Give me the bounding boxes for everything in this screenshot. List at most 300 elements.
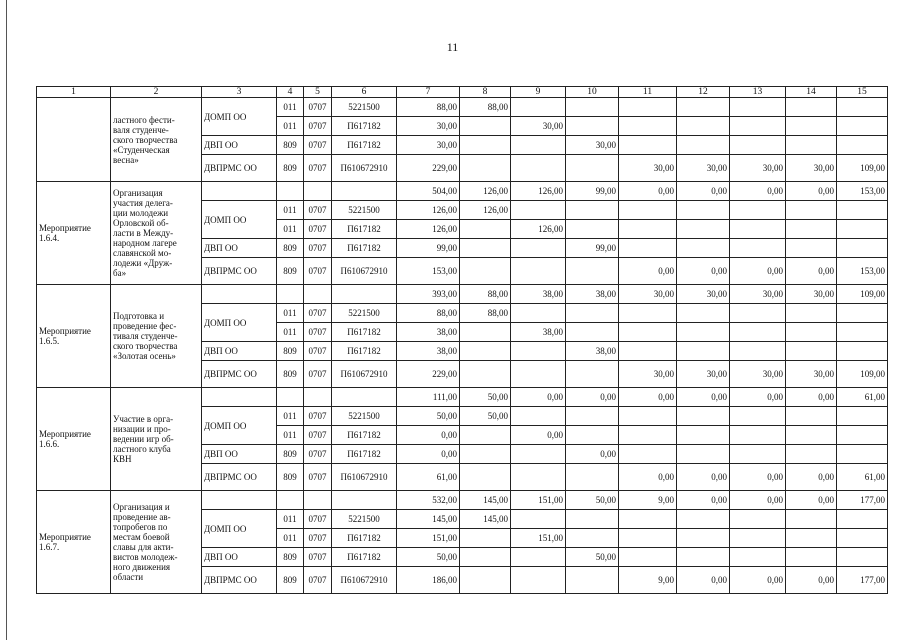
target-article-code: П610672910 [332,258,397,285]
amount-cell [786,220,837,239]
amount-cell [837,407,888,426]
grbs-code: 011 [277,220,304,239]
executor-code: ДВПРМС ОО [202,567,277,594]
total-value-cell: 151,00 [511,491,566,510]
amount-cell: 151,00 [511,529,566,548]
total-value-cell: 111,00 [397,388,460,407]
target-article-code: П617182 [332,239,397,258]
amount-cell [511,304,566,323]
executor-code: ДОМП ОО [202,407,277,445]
target-article-code: П610672910 [332,155,397,182]
empty-cell [304,285,332,304]
amount-cell [511,201,566,220]
total-value-cell: 88,00 [460,285,511,304]
amount-cell [619,407,677,426]
amount-cell [786,407,837,426]
amount-cell [460,464,511,491]
amount-cell: 30,00 [730,361,786,388]
amount-cell [566,323,619,342]
total-value-cell: 532,00 [397,491,460,510]
grbs-code: 011 [277,117,304,136]
total-value-cell: 504,00 [397,182,460,201]
amount-cell [511,258,566,285]
amount-cell [460,155,511,182]
column-number-cell: 8 [460,87,511,98]
grbs-code: 809 [277,567,304,594]
executor-code: ДВП ОО [202,342,277,361]
amount-cell: 126,00 [397,201,460,220]
target-article-code: П617182 [332,529,397,548]
total-value-cell: 393,00 [397,285,460,304]
amount-cell [730,201,786,220]
amount-cell: 30,00 [566,136,619,155]
amount-cell [837,342,888,361]
amount-cell [786,323,837,342]
total-value-cell: 0,00 [619,388,677,407]
amount-cell [460,323,511,342]
amount-cell [566,304,619,323]
amount-cell [566,407,619,426]
amount-cell: 126,00 [397,220,460,239]
executor-code: ДВП ОО [202,136,277,155]
executor-code: ДОМП ОО [202,304,277,342]
amount-cell: 177,00 [837,567,888,594]
column-number-cell: 10 [566,87,619,98]
total-value-cell: 50,00 [566,491,619,510]
amount-cell [619,548,677,567]
grbs-code: 809 [277,548,304,567]
amount-cell [730,529,786,548]
amount-cell [730,548,786,567]
amount-cell: 0,00 [730,258,786,285]
amount-cell [460,529,511,548]
amount-cell: 30,00 [677,155,730,182]
amount-cell: 0,00 [397,445,460,464]
amount-cell [566,361,619,388]
amount-cell [511,510,566,529]
amount-cell [730,239,786,258]
amount-cell [511,239,566,258]
amount-cell [460,136,511,155]
measure-name: Организация и проведение ав- топробегов по местам боевой славы для акти- вистов молодеж- ного движения области [111,491,202,594]
amount-cell: 30,00 [511,117,566,136]
section-code: 0707 [304,407,332,426]
section-code: 0707 [304,117,332,136]
amount-cell [619,117,677,136]
section-code: 0707 [304,155,332,182]
measure-label: Мероприятие 1.6.7. [37,491,111,594]
amount-cell [619,239,677,258]
amount-cell [837,529,888,548]
column-number-cell: 15 [837,87,888,98]
amount-cell: 0,00 [677,258,730,285]
amount-cell [677,220,730,239]
total-value-cell: 0,00 [677,182,730,201]
executor-code: ДВПРМС ОО [202,155,277,182]
empty-cell [277,491,304,510]
table-body [37,87,888,594]
empty-cell [304,491,332,510]
amount-cell: 61,00 [837,464,888,491]
amount-cell [511,567,566,594]
page-number: 11 [446,40,459,54]
amount-cell: 109,00 [837,361,888,388]
amount-cell [730,426,786,445]
amount-cell [619,136,677,155]
empty-cell [332,491,397,510]
amount-cell: 126,00 [511,220,566,239]
amount-cell [837,426,888,445]
empty-cell [304,388,332,407]
measure-total-row [37,285,888,304]
amount-cell [730,510,786,529]
page-left-border [6,0,7,640]
column-number-cell: 9 [511,87,566,98]
amount-cell: 30,00 [397,136,460,155]
amount-cell [837,220,888,239]
amount-cell [837,117,888,136]
amount-cell [837,323,888,342]
target-article-code: П617182 [332,342,397,361]
grbs-code: 011 [277,510,304,529]
grbs-code: 011 [277,201,304,220]
amount-cell: 0,00 [566,445,619,464]
amount-cell [619,342,677,361]
amount-cell [786,239,837,258]
total-value-cell: 0,00 [730,388,786,407]
amount-cell [460,548,511,567]
grbs-code: 809 [277,136,304,155]
amount-cell [730,98,786,117]
section-code: 0707 [304,510,332,529]
amount-cell [837,304,888,323]
empty-cell [202,491,277,510]
grbs-code: 809 [277,464,304,491]
amount-cell [511,98,566,117]
measure-label [37,98,111,182]
amount-cell [619,304,677,323]
amount-cell [511,342,566,361]
grbs-code: 011 [277,529,304,548]
amount-cell [786,201,837,220]
total-value-cell: 30,00 [619,285,677,304]
empty-cell [332,285,397,304]
section-code: 0707 [304,239,332,258]
target-article-code: П617182 [332,426,397,445]
amount-cell: 38,00 [566,342,619,361]
executor-code: ДВПРМС ОО [202,258,277,285]
measure-name: Участие в орга- низации и про- ведении игр об- ластного клуба КВН [111,388,202,491]
amount-cell [677,342,730,361]
total-value-cell: 0,00 [511,388,566,407]
executor-code: ДВП ОО [202,239,277,258]
amount-cell [837,239,888,258]
amount-cell [619,98,677,117]
amount-cell [511,136,566,155]
amount-cell: 109,00 [837,155,888,182]
amount-cell [460,445,511,464]
column-number-row [37,87,888,98]
amount-cell: 50,00 [460,407,511,426]
empty-cell [332,388,397,407]
amount-cell [730,136,786,155]
amount-cell: 30,00 [730,155,786,182]
section-code: 0707 [304,258,332,285]
column-number-cell: 4 [277,87,304,98]
amount-cell [566,117,619,136]
amount-cell [511,548,566,567]
amount-cell: 0,00 [786,464,837,491]
amount-cell: 186,00 [397,567,460,594]
amount-cell [619,323,677,342]
measure-label: Мероприятие 1.6.4. [37,182,111,285]
amount-cell [460,258,511,285]
column-number-cell: 1 [37,87,111,98]
amount-cell [511,407,566,426]
target-article-code: П617182 [332,220,397,239]
executor-code: ДВП ОО [202,445,277,464]
amount-cell: 0,00 [786,567,837,594]
amount-cell [566,98,619,117]
grbs-code: 809 [277,258,304,285]
column-number-cell: 5 [304,87,332,98]
empty-cell [202,182,277,201]
amount-cell [730,304,786,323]
section-code: 0707 [304,361,332,388]
amount-cell [786,342,837,361]
executor-code: ДОМП ОО [202,510,277,548]
column-number-cell: 3 [202,87,277,98]
amount-cell [730,342,786,361]
executor-code: ДОМП ОО [202,98,277,136]
target-article-code: 5221500 [332,407,397,426]
total-value-cell: 145,00 [460,491,511,510]
amount-cell [619,529,677,548]
amount-cell [511,464,566,491]
grbs-code: 809 [277,361,304,388]
amount-cell [566,220,619,239]
total-value-cell: 61,00 [837,388,888,407]
section-code: 0707 [304,136,332,155]
amount-cell [619,201,677,220]
measure-total-row [37,388,888,407]
target-article-code: П610672910 [332,567,397,594]
amount-cell [619,426,677,445]
amount-cell: 9,00 [619,567,677,594]
amount-cell [460,239,511,258]
amount-cell: 145,00 [397,510,460,529]
target-article-code: П610672910 [332,361,397,388]
amount-cell [677,117,730,136]
amount-cell [730,117,786,136]
amount-cell: 0,00 [730,567,786,594]
section-code: 0707 [304,529,332,548]
target-article-code: П610672910 [332,464,397,491]
measure-label: Мероприятие 1.6.6. [37,388,111,491]
amount-cell [677,201,730,220]
column-number-cell: 12 [677,87,730,98]
amount-cell [677,407,730,426]
target-article-code: 5221500 [332,98,397,117]
section-code: 0707 [304,426,332,445]
section-code: 0707 [304,220,332,239]
section-code: 0707 [304,567,332,594]
target-article-code: П617182 [332,548,397,567]
amount-cell: 0,00 [677,567,730,594]
amount-cell [511,445,566,464]
column-number-cell: 13 [730,87,786,98]
total-value-cell: 0,00 [677,491,730,510]
target-article-code: П617182 [332,136,397,155]
amount-cell: 88,00 [460,98,511,117]
section-code: 0707 [304,98,332,117]
amount-cell [677,510,730,529]
total-value-cell: 0,00 [786,388,837,407]
amount-cell [786,117,837,136]
total-value-cell: 30,00 [786,285,837,304]
empty-cell [202,285,277,304]
amount-cell: 99,00 [566,239,619,258]
amount-cell: 0,00 [730,464,786,491]
total-value-cell: 109,00 [837,285,888,304]
total-value-cell: 50,00 [460,388,511,407]
amount-cell [677,445,730,464]
executor-code: ДОМП ОО [202,201,277,239]
measure-total-row [37,491,888,510]
empty-cell [332,182,397,201]
total-value-cell: 0,00 [677,388,730,407]
amount-cell [566,155,619,182]
amount-cell [566,201,619,220]
amount-cell [677,426,730,445]
total-value-cell: 126,00 [511,182,566,201]
amount-cell [677,239,730,258]
grbs-code: 809 [277,342,304,361]
column-number-cell: 7 [397,87,460,98]
total-value-cell: 0,00 [730,182,786,201]
total-value-cell: 153,00 [837,182,888,201]
empty-cell [304,182,332,201]
amount-cell: 0,00 [511,426,566,445]
amount-cell [677,548,730,567]
amount-cell: 229,00 [397,155,460,182]
amount-cell [566,258,619,285]
amount-cell: 30,00 [677,361,730,388]
amount-cell [566,426,619,445]
amount-cell: 88,00 [397,98,460,117]
amount-cell: 30,00 [619,361,677,388]
amount-cell [837,548,888,567]
measure-total-row [37,182,888,201]
amount-cell: 99,00 [397,239,460,258]
grbs-code: 011 [277,304,304,323]
total-value-cell: 38,00 [511,285,566,304]
amount-cell: 38,00 [397,323,460,342]
amount-cell: 0,00 [619,464,677,491]
amount-cell: 0,00 [677,464,730,491]
target-article-code: 5221500 [332,201,397,220]
amount-cell [677,529,730,548]
amount-cell [566,464,619,491]
amount-cell: 30,00 [619,155,677,182]
amount-cell [837,510,888,529]
total-value-cell: 0,00 [786,182,837,201]
amount-cell [786,136,837,155]
amount-cell: 38,00 [397,342,460,361]
amount-cell [730,407,786,426]
amount-cell: 61,00 [397,464,460,491]
measure-name: Организация участия делега- ции молодежи Орловской об- ласти в Между- народном лагере славянской мо- лодежи «Друж- ба» [111,182,202,285]
amount-cell [786,426,837,445]
column-number-cell: 2 [111,87,202,98]
amount-cell: 30,00 [786,155,837,182]
section-code: 0707 [304,445,332,464]
empty-cell [202,388,277,407]
amount-cell [677,98,730,117]
amount-cell: 229,00 [397,361,460,388]
amount-cell [786,304,837,323]
column-number-cell: 14 [786,87,837,98]
funding-row [37,98,888,117]
grbs-code: 011 [277,407,304,426]
measure-name: ластного фести- валя студенче- ского творчества «Студенческая весна» [111,98,202,182]
target-article-code: П617182 [332,323,397,342]
amount-cell: 38,00 [511,323,566,342]
total-value-cell: 0,00 [619,182,677,201]
total-value-cell: 38,00 [566,285,619,304]
amount-cell [730,445,786,464]
executor-code: ДВП ОО [202,548,277,567]
executor-code: ДВПРМС ОО [202,361,277,388]
amount-cell [730,220,786,239]
amount-cell [460,342,511,361]
amount-cell [837,98,888,117]
section-code: 0707 [304,342,332,361]
target-article-code: П617182 [332,117,397,136]
amount-cell [786,445,837,464]
total-value-cell: 30,00 [730,285,786,304]
grbs-code: 809 [277,155,304,182]
amount-cell: 50,00 [397,407,460,426]
amount-cell: 30,00 [397,117,460,136]
grbs-code: 809 [277,239,304,258]
amount-cell: 88,00 [397,304,460,323]
amount-cell [837,136,888,155]
grbs-code: 011 [277,98,304,117]
amount-cell [460,117,511,136]
amount-cell [677,136,730,155]
grbs-code: 011 [277,426,304,445]
amount-cell [566,567,619,594]
budget-table [36,86,888,594]
grbs-code: 809 [277,445,304,464]
amount-cell: 151,00 [397,529,460,548]
amount-cell [619,445,677,464]
total-value-cell: 0,00 [786,491,837,510]
measure-label: Мероприятие 1.6.5. [37,285,111,388]
section-code: 0707 [304,304,332,323]
amount-cell: 30,00 [786,361,837,388]
target-article-code: П617182 [332,445,397,464]
total-value-cell: 9,00 [619,491,677,510]
amount-cell [619,220,677,239]
amount-cell: 50,00 [397,548,460,567]
amount-cell [786,548,837,567]
executor-code: ДВПРМС ОО [202,464,277,491]
amount-cell: 0,00 [397,426,460,445]
amount-cell [511,155,566,182]
empty-cell [277,388,304,407]
